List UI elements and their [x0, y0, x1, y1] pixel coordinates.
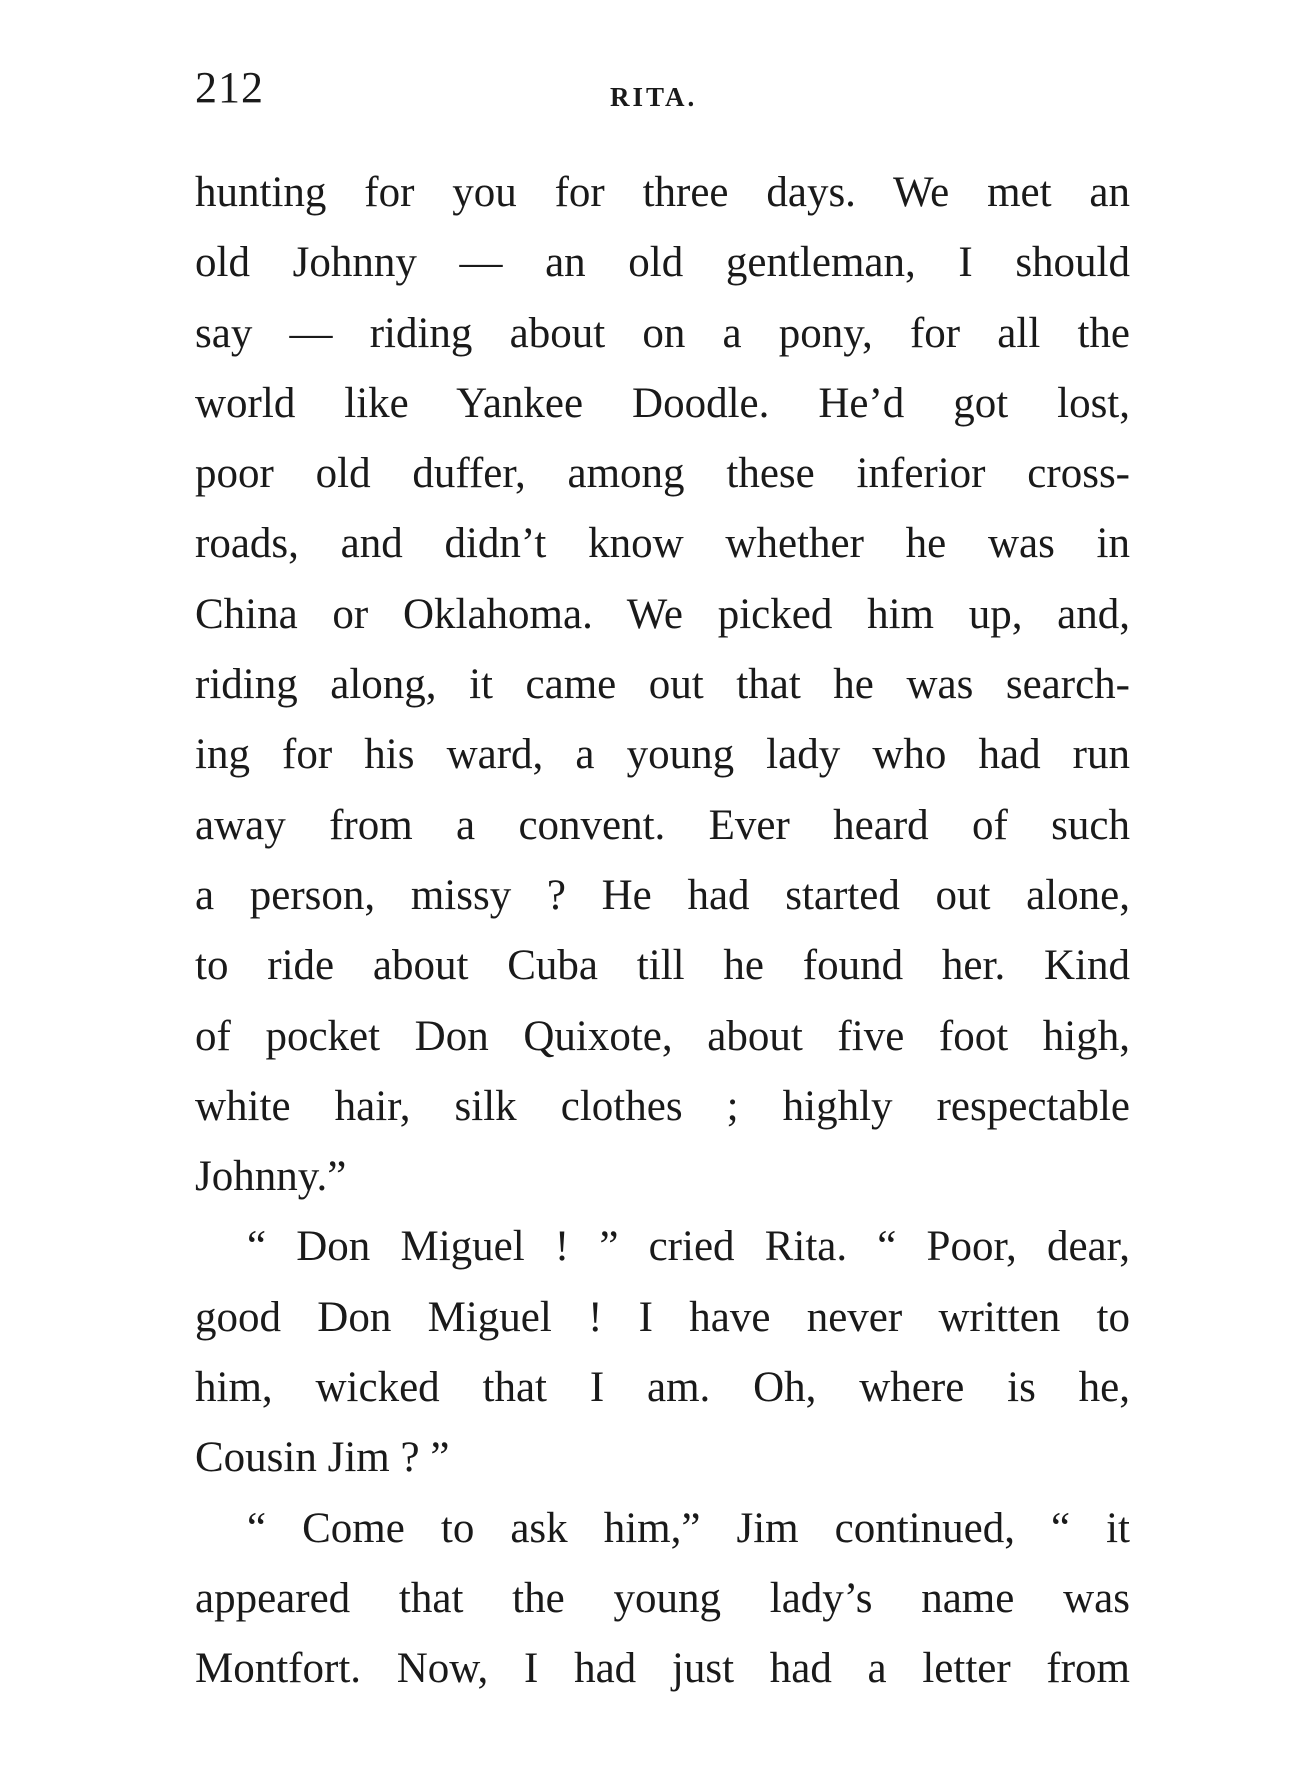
text-line: Johnny.” — [195, 1153, 347, 1201]
text-line: China or Oklahoma. We picked him up, and, — [195, 590, 1130, 638]
text-line: of pocket Don Quixote, about five foot high, — [195, 1012, 1130, 1060]
text-line: white hair, silk clothes ; highly respectable — [195, 1082, 1130, 1130]
running-head — [195, 62, 1130, 122]
text-line: riding along, it came out that he was search- — [195, 661, 1130, 709]
text-line: hunting for you for three days. We met an — [195, 169, 1130, 216]
text-line: old Johnny — an old gentleman, I should — [195, 239, 1130, 287]
text-line: say — riding about on a pony, for all the — [195, 309, 1130, 357]
page-number: 212 — [195, 63, 264, 112]
text-line: a person, missy ? He had started out alone, — [195, 871, 1130, 919]
text-line: poor old duffer, among these inferior cross- — [195, 450, 1130, 498]
text-line: to ride about Cuba till he found her. Kind — [195, 942, 1130, 990]
text-line: roads, and didn’t know whether he was in — [195, 520, 1130, 568]
text-line: Montfort. Now, I had just had a letter from — [195, 1645, 1130, 1693]
running-title: RITA. — [610, 82, 698, 112]
text-line: him, wicked that I am. Oh, where is he, — [195, 1364, 1130, 1412]
text-line: “ Come to ask him,” Jim continued, “ it — [247, 1504, 1130, 1552]
text-line: appeared that the young lady’s name was — [195, 1574, 1130, 1622]
text-line: good Don Miguel ! I have never written to — [195, 1293, 1130, 1341]
text-line: “ Don Miguel ! ” cried Rita. “ Poor, dear, — [247, 1223, 1130, 1271]
text-line: ing for his ward, a young lady who had run — [195, 731, 1130, 779]
text-line: away from a convent. Ever heard of such — [195, 801, 1130, 849]
text-line: Cousin Jim ? ” — [195, 1434, 450, 1482]
body-text — [195, 158, 1130, 1705]
text-line: world like Yankee Doodle. He’d got lost, — [195, 379, 1130, 427]
